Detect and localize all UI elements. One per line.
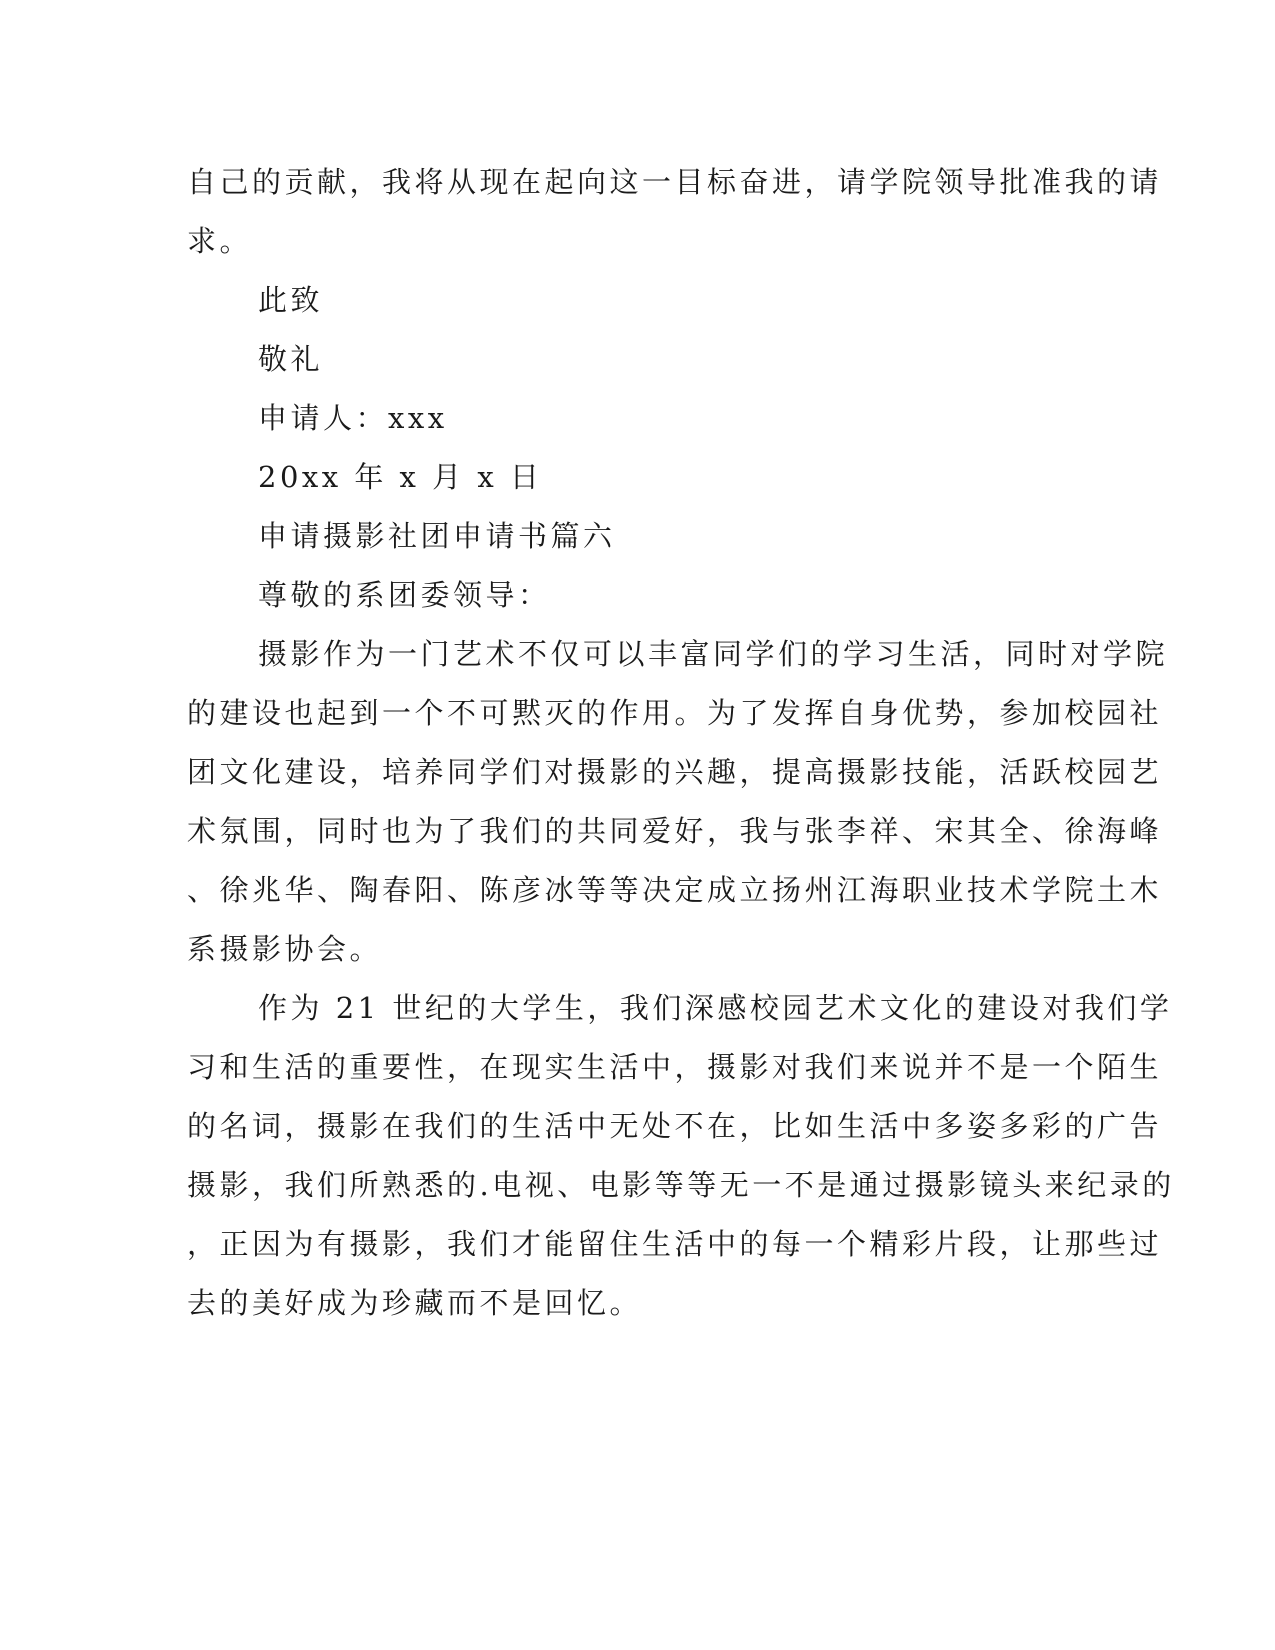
closing-salutation: 此致 bbox=[258, 283, 324, 317]
paragraph-line: 去的美好成为珍藏而不是回忆。 bbox=[187, 1286, 643, 1320]
paragraph-line: 团文化建设，培养同学们对摄影的兴趣，提高摄影技能，活跃校园艺 bbox=[187, 755, 1163, 789]
paragraph-line: 摄影，我们所熟悉的.电视、电影等等无一不是通过摄影镜头来纪录的 bbox=[187, 1168, 1175, 1202]
paragraph-line: 的建设也起到一个不可黙灭的作用。为了发挥自身优势，参加校园社 bbox=[187, 696, 1163, 730]
paragraph-line: 系摄影协会。 bbox=[187, 932, 383, 966]
paragraph-line: 作为 21 世纪的大学生，我们深感校园艺术文化的建设对我们学 bbox=[258, 991, 1173, 1025]
section-title: 申请摄影社团申请书篇六 bbox=[258, 519, 616, 553]
date-line: 20xx 年 x 月 x 日 bbox=[258, 460, 543, 494]
closing-regards: 敬礼 bbox=[258, 342, 324, 376]
paragraph-line: 的名词，摄影在我们的生活中无处不在，比如生活中多姿多彩的广告 bbox=[187, 1109, 1163, 1143]
paragraph-line: 术氛围，同时也为了我们的共同爱好，我与张李祥、宋其全、徐海峰 bbox=[187, 814, 1163, 848]
paragraph-line: ，正因为有摄影，我们才能留住生活中的每一个精彩片段，让那些过 bbox=[187, 1227, 1163, 1261]
paragraph-line: 习和生活的重要性，在现实生活中，摄影对我们来说并不是一个陌生 bbox=[187, 1050, 1163, 1084]
paragraph-line: 自己的贡献，我将从现在起向这一目标奋进，请学院领导批准我的请 bbox=[187, 165, 1163, 199]
paragraph-line: 、徐兆华、陶春阳、陈彦冰等等决定成立扬州江海职业技术学院土木 bbox=[187, 873, 1163, 907]
paragraph-line: 摄影作为一门艺术不仅可以丰富同学们的学习生活，同时对学院 bbox=[258, 637, 1169, 671]
greeting: 尊敬的系团委领导： bbox=[258, 578, 551, 612]
applicant-signature: 申请人：xxx bbox=[258, 401, 448, 435]
paragraph-line: 求。 bbox=[187, 224, 253, 258]
